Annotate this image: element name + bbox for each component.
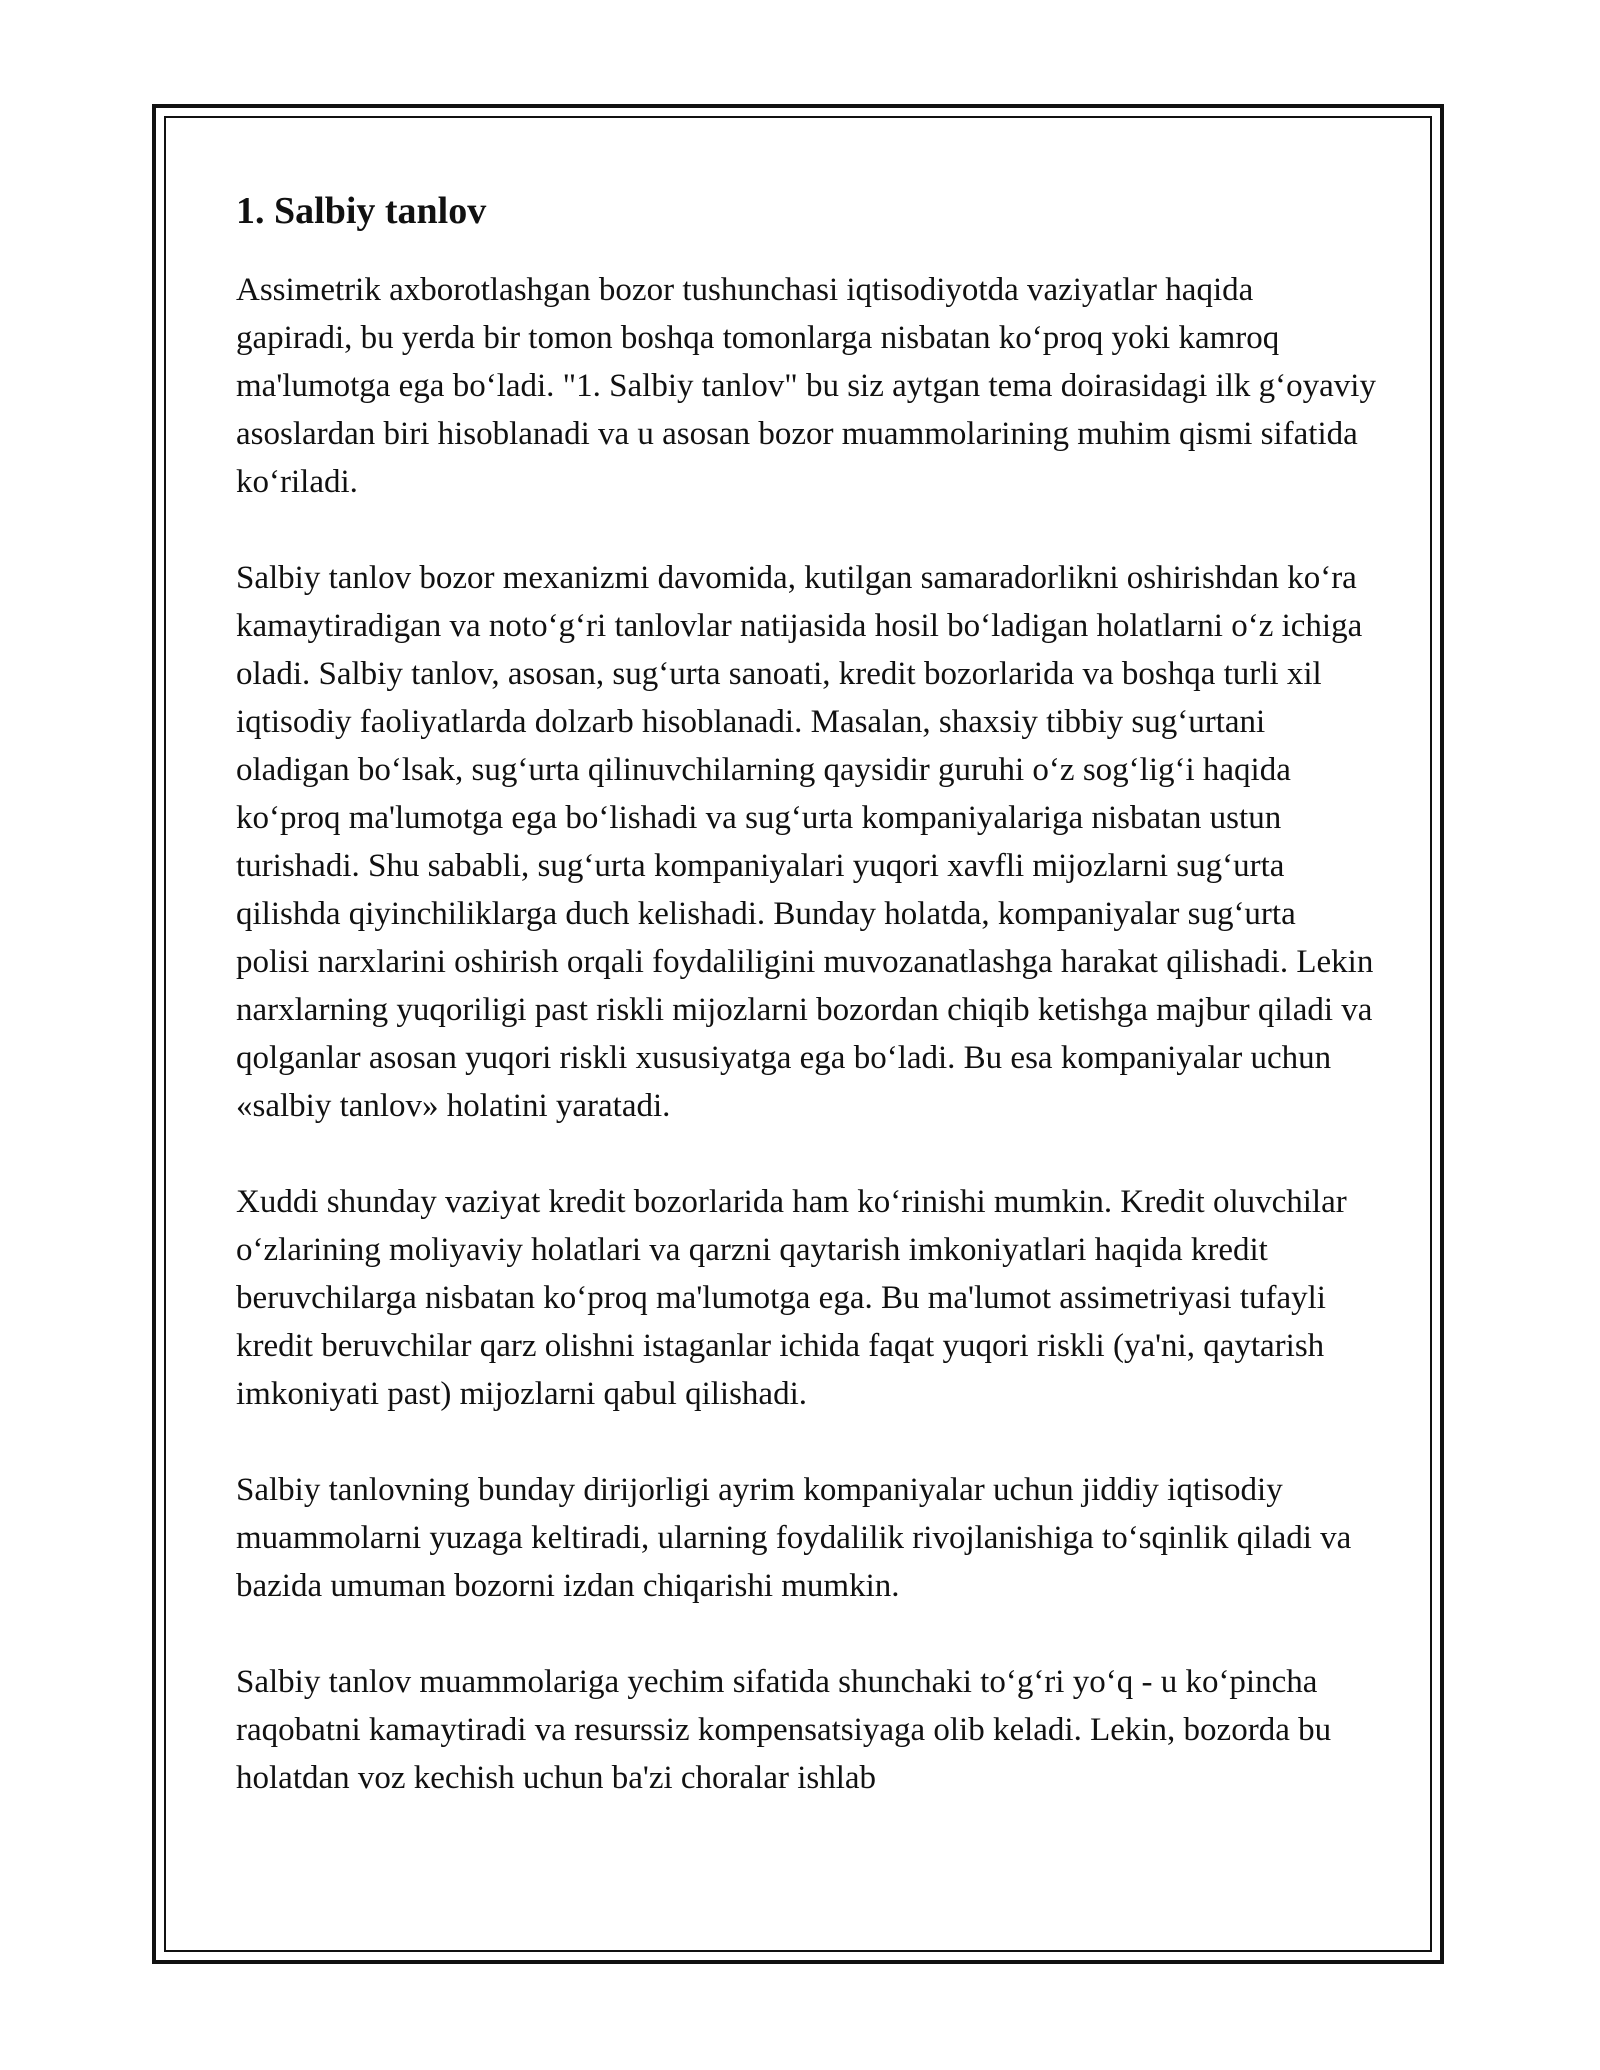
paragraph-credit-market: Xuddi shunday vaziyat kredit bozorlarida ham ko‘rinishi mumkin. Kredit oluvchilar o‘zlarining moliyaviy holatlari va qarzni qaytarish imkoniyatlari haqida kredit beruvchilarga nisbatan ko‘proq ma'lumotga ega. Bu ma'lumot assimetriyasi tufayli kredit beruvchilar qarz olishni istaganlar ichida faqat yuqori riskli (ya'ni, qaytarish imkoniyati past) mijozlarni qabul qilishadi. bbox=[236, 1184, 1347, 1412]
paragraph-consequences: Salbiy tanlovning bunday dirijorligi ayrim kompaniyalar uchun jiddiy iqtisodiy muammolarni yuzaga keltiradi, ularning foydalilik rivojlanishiga to‘sqinlik qiladi va bazida umuman bozorni izdan chiqarishi mumkin. bbox=[236, 1472, 1352, 1604]
paragraph-insurance-example: Salbiy tanlov bozor mexanizmi davomida, kutilgan samaradorlikni oshirishdan ko‘ra kamaytiradigan va noto‘g‘ri tanlovlar natijasida hosil bo‘ladigan holatlarni o‘z ichiga oladi. Salbiy tanlov, asosan, sug‘urta sanoati, kredit bozorlarida va boshqa turli xil iqtisodiy faoliyatlarda dolzarb hisoblanadi. Masalan, shaxsiy tibbiy sug‘urtani oladigan bo‘lsak, sug‘urta qilinuvchilarning qaysidir guruhi o‘z sog‘lig‘i haqida ko‘proq ma'lumotga ega bo‘lishadi va sug‘urta kompaniyalariga nisbatan ustun turishadi. Shu sababli, sug‘urta kompaniyalari yuqori xavfli mijozlarni sug‘urta qilishda qiyinchiliklarga duch kelishadi. Bunday holatda, kompaniyalar sug‘urta polisi narxlarini oshirish orqali foydaliligini muvozanatlashga harakat qilishadi. Lekin narxlarning yuqoriligi past riskli mijozlarni bozordan chiqib ketishga majbur qiladi va qolganlar asosan yuqori riskli xususiyatga ega bo‘ladi. Bu esa kompaniyalar uchun «salbiy tanlov» holatini yaratadi. bbox=[236, 560, 1374, 1124]
section-heading: 1. Salbiy tanlov bbox=[236, 190, 487, 232]
paragraph-intro: Assimetrik axborotlashgan bozor tushunchasi iqtisodiyotda vaziyatlar haqida gapiradi, bu yerda bir tomon boshqa tomonlarga nisbatan ko‘proq yoki kamroq ma'lumotga ega bo‘ladi. "1. Salbiy tanlov" bu siz aytgan tema doirasidagi ilk g‘oyaviy asoslardan biri hisoblanadi va u asosan bozor muammolarining muhim qismi sifatida ko‘riladi. bbox=[236, 272, 1376, 500]
document-body bbox=[236, 186, 1376, 1850]
paragraph-solutions: Salbiy tanlov muammolariga yechim sifatida shunchaki to‘g‘ri yo‘q - u ko‘pincha raqobatni kamaytiradi va resurssiz kompensatsiyaga olib keladi. Lekin, bozorda bu holatdan voz kechish uchun ba'zi choralar ishlab bbox=[236, 1664, 1332, 1796]
